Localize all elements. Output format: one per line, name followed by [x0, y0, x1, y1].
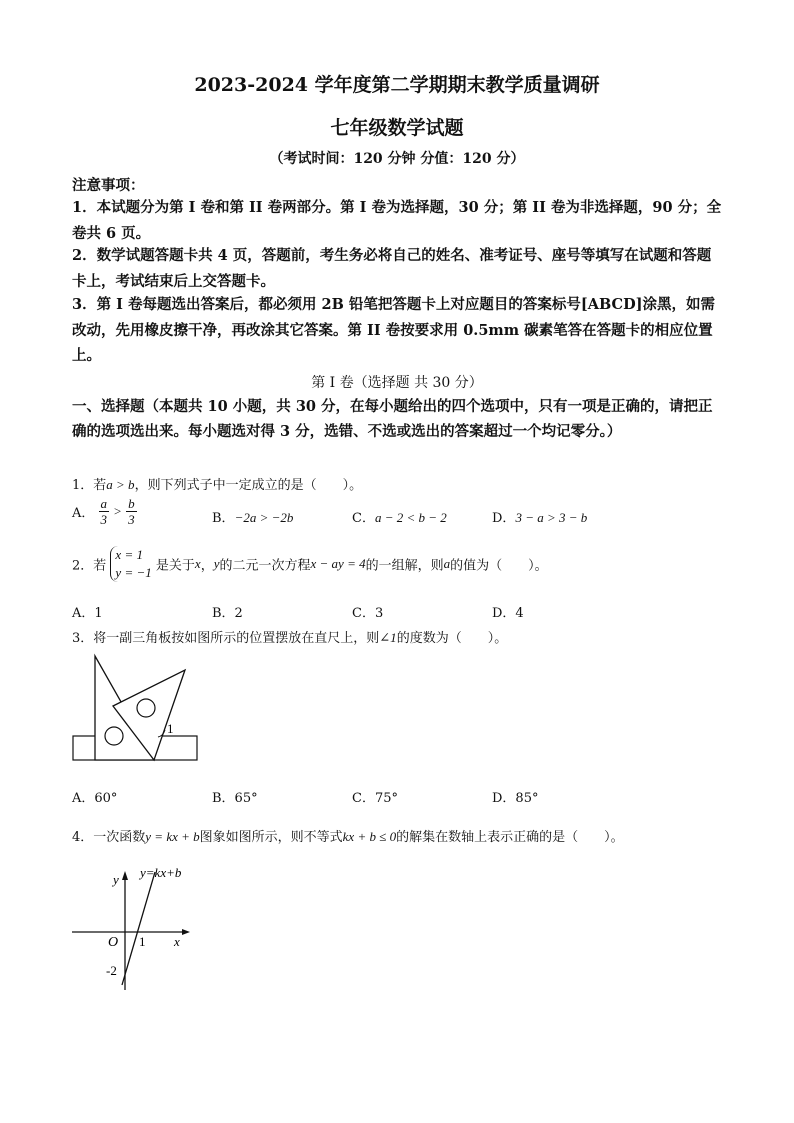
- linear-function-graph: [68, 860, 208, 992]
- notes-heading: 注意事项：: [72, 177, 145, 194]
- question-3-option-a: A．60°: [72, 791, 118, 806]
- question-3-option-b: B．65°: [212, 791, 258, 806]
- question-3-option-c: C．75°: [352, 791, 398, 806]
- question-3-stem: 3．将一副三角板按如图所示的位置摆放在直尺上，则∠1的度数为（ ）。: [72, 630, 508, 646]
- exam-title: 2023-2024 学年度第二学期期末教学质量调研: [194, 74, 600, 96]
- question-2-option-c: C．3: [352, 606, 384, 621]
- question-2-option-b: B．2: [212, 606, 243, 621]
- section-title: 第 I 卷（选择题 共 30 分）: [311, 375, 483, 391]
- note-item-2: 2．数学试题答题卡共 4 页，答题前，考生务必将自己的姓名、准考证号、座号等填写在试题和答题卡上，考试结束后上交答题卡。: [72, 247, 712, 290]
- angle-1-label: 1: [167, 721, 174, 736]
- question-4-stem: 4．一次函数y = kx + b图象如图所示，则不等式kx + b ≤ 0的解集在数轴上表示正确的是（ ）。: [72, 829, 624, 845]
- question-1-option-b: B．−2a > −2b: [212, 510, 294, 526]
- question-1-option-d: D．3 − a > 3 − b: [492, 510, 588, 526]
- question-1-stem: 1．若a > b，则下列式子中一定成立的是（ ）。: [72, 477, 363, 493]
- function-line: [122, 872, 155, 985]
- x-axis-arrow: [182, 929, 190, 935]
- x-axis-label: x: [174, 934, 180, 949]
- question-1-option-c: C．a − 2 < b − 2: [352, 510, 447, 526]
- exam-subtitle: 七年级数学试题: [330, 117, 464, 139]
- question-2-stem: 2．若 x = 1 y = −1 是关于x，y的二元一次方程x − ay = 4的一组解，则a的值为（ ）。: [72, 547, 548, 580]
- y-axis-arrow: [122, 871, 128, 880]
- x-intercept-label: 1: [139, 934, 146, 949]
- question-3-option-d: D．85°: [492, 791, 539, 806]
- section-instructions: 一、选择题（本题共 10 小题，共 30 分，在每小题给出的四个选项中，只有一项是正确的，请把正确的选项选出来。每小题选对得 3 分，选错、不选或选出的答案超过一个均记零分。）: [72, 398, 713, 440]
- note-item-3: 3．第 I 卷每题选出答案后，都必须用 2B 铅笔把答题卡上对应题目的答案标号[ABCD]涂黑，如需改动，先用橡皮擦干净，再改涂其它答案。第 II 卷按要求用 0.5mm 碳素笔答在答题卡的相应位置上。: [72, 296, 716, 364]
- note-item-1: 1．本试题分为第 I 卷和第 II 卷两部分。第 I 卷为选择题，30 分；第 II 卷为非选择题，90 分；全卷共 6 页。: [72, 199, 722, 242]
- line-label: y=kx+b: [140, 865, 182, 880]
- y-axis-label: y: [113, 872, 119, 887]
- question-2-option-d: D．4: [492, 606, 524, 621]
- exam-info: （考试时间：120 分钟 分值：120 分）: [269, 151, 525, 167]
- question-1-option-a: A． $\frac{a}{3}$ > $\frac{b}{3}$: [72, 496, 135, 527]
- equation-system: x = 1 y = −1: [110, 546, 151, 582]
- origin-label: O: [108, 935, 119, 950]
- triangle-ruler-figure: [70, 652, 202, 764]
- question-2-option-a: A．1: [72, 606, 103, 621]
- y-intercept-label: -2: [106, 963, 117, 978]
